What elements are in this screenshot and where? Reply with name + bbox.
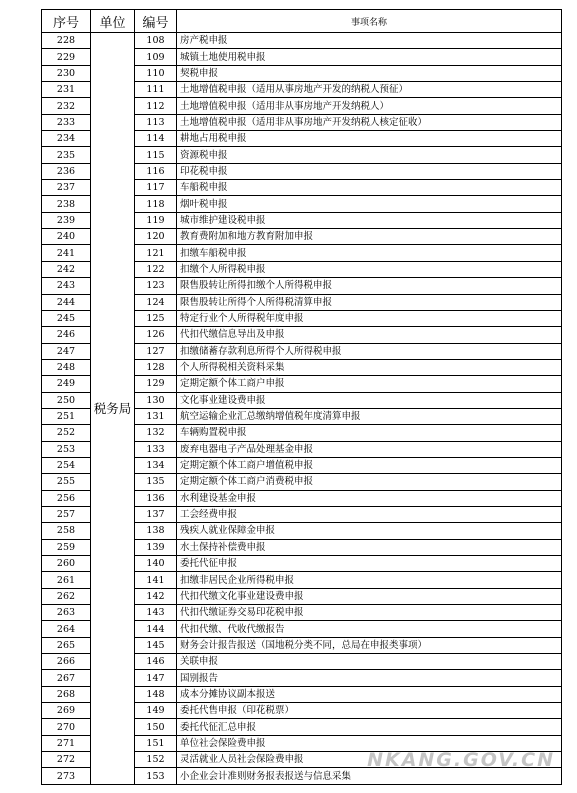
row-num: 126	[135, 327, 177, 343]
row-name: 代扣代缴文化事业建设费申报	[177, 588, 562, 604]
row-name: 委托代征申报	[177, 556, 562, 572]
items-sheet	[41, 9, 561, 785]
row-seq: 229	[42, 49, 91, 65]
row-seq: 258	[42, 523, 91, 539]
row-seq: 243	[42, 278, 91, 294]
row-name: 扣缴储蓄存款利息所得个人所得税申报	[177, 343, 562, 359]
row-num: 134	[135, 457, 177, 473]
table-body	[42, 33, 562, 785]
row-seq: 252	[42, 425, 91, 441]
row-name: 废弃电器电子产品处理基金申报	[177, 441, 562, 457]
row-num: 128	[135, 359, 177, 375]
row-seq: 266	[42, 654, 91, 670]
row-name: 城市维护建设税申报	[177, 212, 562, 228]
row-num: 123	[135, 278, 177, 294]
row-name: 耕地占用税申报	[177, 131, 562, 147]
row-name: 财务会计报告报送（国地税分类不同，总局在申报类事项）	[177, 637, 562, 653]
row-name: 灵活就业人员社会保险费申报	[177, 752, 562, 768]
row-num: 113	[135, 114, 177, 130]
row-num: 124	[135, 294, 177, 310]
row-num: 125	[135, 310, 177, 326]
row-name: 定期定额个体工商户消费税申报	[177, 474, 562, 490]
row-seq: 268	[42, 686, 91, 702]
row-name: 关联申报	[177, 654, 562, 670]
row-num: 118	[135, 196, 177, 212]
header-unit: 单位	[91, 10, 135, 33]
row-num: 116	[135, 163, 177, 179]
row-name: 个人所得税相关资料采集	[177, 359, 562, 375]
row-seq: 255	[42, 474, 91, 490]
row-seq: 239	[42, 212, 91, 228]
row-seq: 270	[42, 719, 91, 735]
row-seq: 233	[42, 114, 91, 130]
row-name: 委托代征汇总申报	[177, 719, 562, 735]
row-name: 成本分摊协议副本报送	[177, 686, 562, 702]
row-num: 112	[135, 98, 177, 114]
row-num: 120	[135, 229, 177, 245]
row-num: 146	[135, 654, 177, 670]
row-seq: 262	[42, 588, 91, 604]
row-name: 代扣代缴信息导出及申报	[177, 327, 562, 343]
row-name: 水土保持补偿费申报	[177, 539, 562, 555]
row-name: 单位社会保险费申报	[177, 735, 562, 751]
row-num: 129	[135, 376, 177, 392]
row-seq: 250	[42, 392, 91, 408]
row-num: 142	[135, 588, 177, 604]
row-seq: 246	[42, 327, 91, 343]
row-name: 定期定额个体工商户申报	[177, 376, 562, 392]
row-num: 153	[135, 768, 177, 784]
header-seq: 序号	[42, 10, 91, 33]
row-seq: 238	[42, 196, 91, 212]
row-seq: 265	[42, 637, 91, 653]
row-name: 土地增值税申报（适用非从事房地产开发纳税人核定征收）	[177, 114, 562, 130]
row-num: 122	[135, 261, 177, 277]
row-num: 137	[135, 506, 177, 522]
row-name: 国别报告	[177, 670, 562, 686]
row-seq: 253	[42, 441, 91, 457]
row-num: 150	[135, 719, 177, 735]
row-name: 残疾人就业保障金申报	[177, 523, 562, 539]
row-name: 扣缴个人所得税申报	[177, 261, 562, 277]
row-num: 114	[135, 131, 177, 147]
row-name: 水利建设基金申报	[177, 490, 562, 506]
row-num: 121	[135, 245, 177, 261]
row-name: 航空运输企业汇总缴纳增值税年度清算申报	[177, 408, 562, 424]
row-name: 工会经费申报	[177, 506, 562, 522]
row-num: 131	[135, 408, 177, 424]
row-seq: 249	[42, 376, 91, 392]
row-num: 133	[135, 441, 177, 457]
row-name: 代扣代缴证券交易印花税申报	[177, 605, 562, 621]
row-num: 119	[135, 212, 177, 228]
row-name: 特定行业个人所得税年度申报	[177, 310, 562, 326]
row-seq: 264	[42, 621, 91, 637]
row-seq: 234	[42, 131, 91, 147]
row-name: 委托代售申报（印花税票）	[177, 703, 562, 719]
row-num: 140	[135, 556, 177, 572]
row-num: 147	[135, 670, 177, 686]
row-seq: 240	[42, 229, 91, 245]
row-num: 145	[135, 637, 177, 653]
row-name: 扣缴非居民企业所得税申报	[177, 572, 562, 588]
row-seq: 235	[42, 147, 91, 163]
row-num: 144	[135, 621, 177, 637]
row-name: 小企业会计准则财务报表报送与信息采集	[177, 768, 562, 784]
row-seq: 247	[42, 343, 91, 359]
row-num: 132	[135, 425, 177, 441]
row-name: 代扣代缴、代收代缴报告	[177, 621, 562, 637]
row-seq: 228	[42, 33, 91, 49]
row-name: 文化事业建设费申报	[177, 392, 562, 408]
row-seq: 261	[42, 572, 91, 588]
row-seq: 245	[42, 310, 91, 326]
row-name: 土地增值税申报（适用非从事房地产开发纳税人）	[177, 98, 562, 114]
items-table	[41, 9, 562, 785]
row-seq: 244	[42, 294, 91, 310]
row-seq: 256	[42, 490, 91, 506]
row-seq: 230	[42, 65, 91, 81]
row-name: 城镇土地使用税申报	[177, 49, 562, 65]
row-num: 110	[135, 65, 177, 81]
unit-cell: 税务局	[91, 33, 135, 785]
row-seq: 254	[42, 457, 91, 473]
row-num: 109	[135, 49, 177, 65]
row-num: 149	[135, 703, 177, 719]
row-name: 契税申报	[177, 65, 562, 81]
header-num: 编号	[135, 10, 177, 33]
row-seq: 259	[42, 539, 91, 555]
row-seq: 271	[42, 735, 91, 751]
row-seq: 242	[42, 261, 91, 277]
row-seq: 251	[42, 408, 91, 424]
row-name: 限售股转让所得扣缴个人所得税申报	[177, 278, 562, 294]
header-row	[42, 10, 562, 33]
row-seq: 231	[42, 82, 91, 98]
row-num: 152	[135, 752, 177, 768]
row-seq: 263	[42, 605, 91, 621]
row-num: 135	[135, 474, 177, 490]
row-num: 130	[135, 392, 177, 408]
row-num: 139	[135, 539, 177, 555]
watermark: NKANG.GOV.CN	[367, 749, 555, 771]
row-seq: 273	[42, 768, 91, 784]
row-num: 151	[135, 735, 177, 751]
row-name: 烟叶税申报	[177, 196, 562, 212]
row-seq: 267	[42, 670, 91, 686]
header-name: 事项名称	[177, 10, 562, 33]
row-seq: 232	[42, 98, 91, 114]
row-name: 定期定额个体工商户增值税申报	[177, 457, 562, 473]
row-num: 115	[135, 147, 177, 163]
row-num: 127	[135, 343, 177, 359]
row-name: 车船税申报	[177, 180, 562, 196]
row-seq: 241	[42, 245, 91, 261]
row-seq: 237	[42, 180, 91, 196]
row-name: 房产税申报	[177, 33, 562, 49]
row-name: 扣缴车船税申报	[177, 245, 562, 261]
row-num: 136	[135, 490, 177, 506]
row-seq: 272	[42, 752, 91, 768]
row-name: 土地增值税申报（适用从事房地产开发的纳税人预征）	[177, 82, 562, 98]
row-name: 资源税申报	[177, 147, 562, 163]
row-name: 限售股转让所得个人所得税清算申报	[177, 294, 562, 310]
row-name: 印花税申报	[177, 163, 562, 179]
row-num: 143	[135, 605, 177, 621]
row-num: 141	[135, 572, 177, 588]
row-seq: 269	[42, 703, 91, 719]
row-name: 车辆购置税申报	[177, 425, 562, 441]
row-num: 117	[135, 180, 177, 196]
row-num: 108	[135, 33, 177, 49]
row-num: 148	[135, 686, 177, 702]
row-seq: 257	[42, 506, 91, 522]
row-name: 教育费附加和地方教育附加申报	[177, 229, 562, 245]
row-seq: 260	[42, 556, 91, 572]
row-seq: 248	[42, 359, 91, 375]
row-seq: 236	[42, 163, 91, 179]
row-num: 138	[135, 523, 177, 539]
table-row	[42, 33, 562, 49]
row-num: 111	[135, 82, 177, 98]
